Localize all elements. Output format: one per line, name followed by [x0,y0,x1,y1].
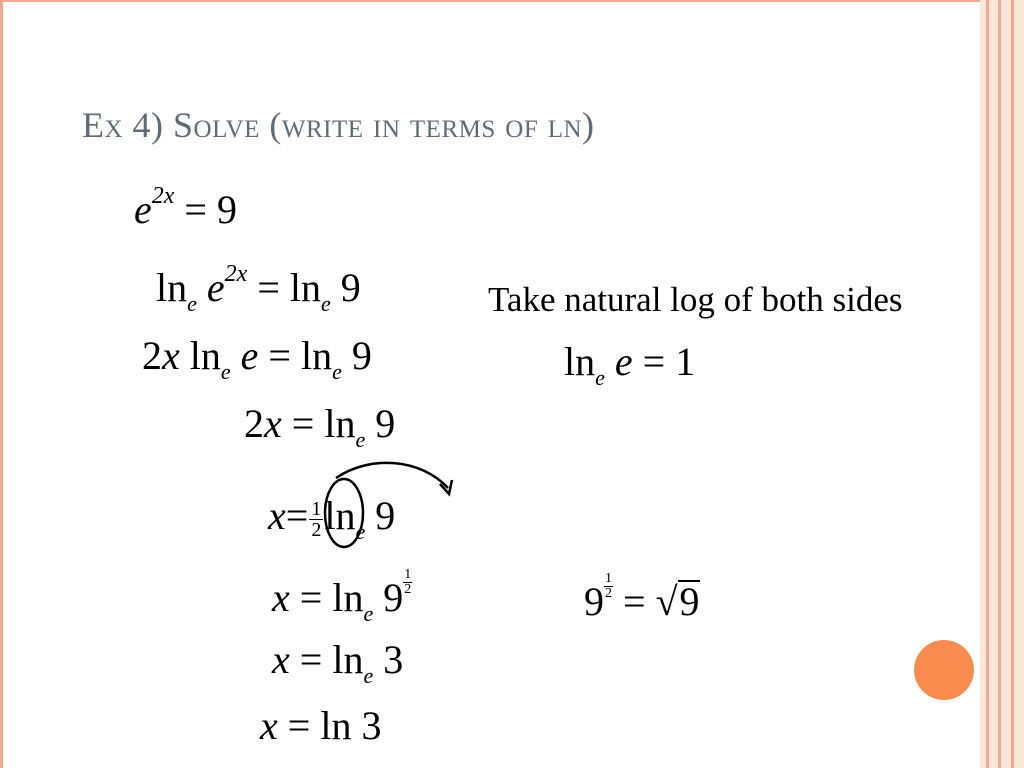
denominator: 2 [311,519,322,542]
circle-annotation [325,479,366,547]
rhs: = ln 3 [287,703,382,748]
log-base: e [363,663,374,688]
coefficient: 2 [142,333,162,378]
rhs-ln: = ln [268,333,333,378]
coefficient: 2 [244,401,264,446]
log-base: e [220,359,231,384]
rhs-ln: = ln [291,401,356,446]
rhs-ln: = ln [299,575,364,620]
rhs-value: 9 [383,575,404,620]
rhs-value: 3 [383,637,404,682]
log-base: e [355,519,366,544]
log-base: e [187,291,197,316]
rhs: = 1 [642,339,696,384]
exponent: 2x [224,261,248,287]
variable: x [264,401,282,446]
term: e [134,187,152,232]
decorative-orange-dot [914,640,974,700]
log-base: e [332,359,342,384]
term: e [206,265,225,310]
denominator: 2 [605,586,612,601]
term: e [240,333,259,378]
numerator: 1 [404,567,412,582]
log-base: e [595,365,605,390]
radicand: 9 [679,579,700,624]
rhs-value: 9 [351,333,372,378]
term: e [614,339,633,384]
denominator: 2 [404,582,412,597]
exponent: 2x [151,183,175,209]
rhs-ln: = ln [299,637,364,682]
ln-operator: ln [324,493,356,538]
ln-operator: ln [189,333,221,378]
equals-sign: = [623,579,646,624]
log-base: e [320,291,331,316]
rhs: = 9 [184,187,237,232]
ln-operator: ln [564,339,596,384]
slide-title: Ex 4) Solve (write in terms of ln) [82,105,595,145]
rhs-value: 9 [375,493,396,538]
numerator: 1 [605,571,612,586]
variable: x [162,333,180,378]
base: 9 [584,579,604,624]
note-take-natural-log: Take natural log of both sides [488,280,903,319]
log-base: e [355,427,366,452]
variable: x [272,575,290,620]
variable: x [272,637,290,682]
rhs-value: 9 [340,265,361,310]
variable: x [268,493,286,538]
sqrt-icon: √ [655,579,678,624]
rhs-ln: = ln [257,265,321,310]
log-base: e [363,601,374,626]
ln-operator: ln [156,265,188,310]
variable: x [260,703,278,748]
rhs-value: 9 [375,401,396,446]
equals-sign: = [285,493,309,538]
numerator: 1 [311,498,322,521]
